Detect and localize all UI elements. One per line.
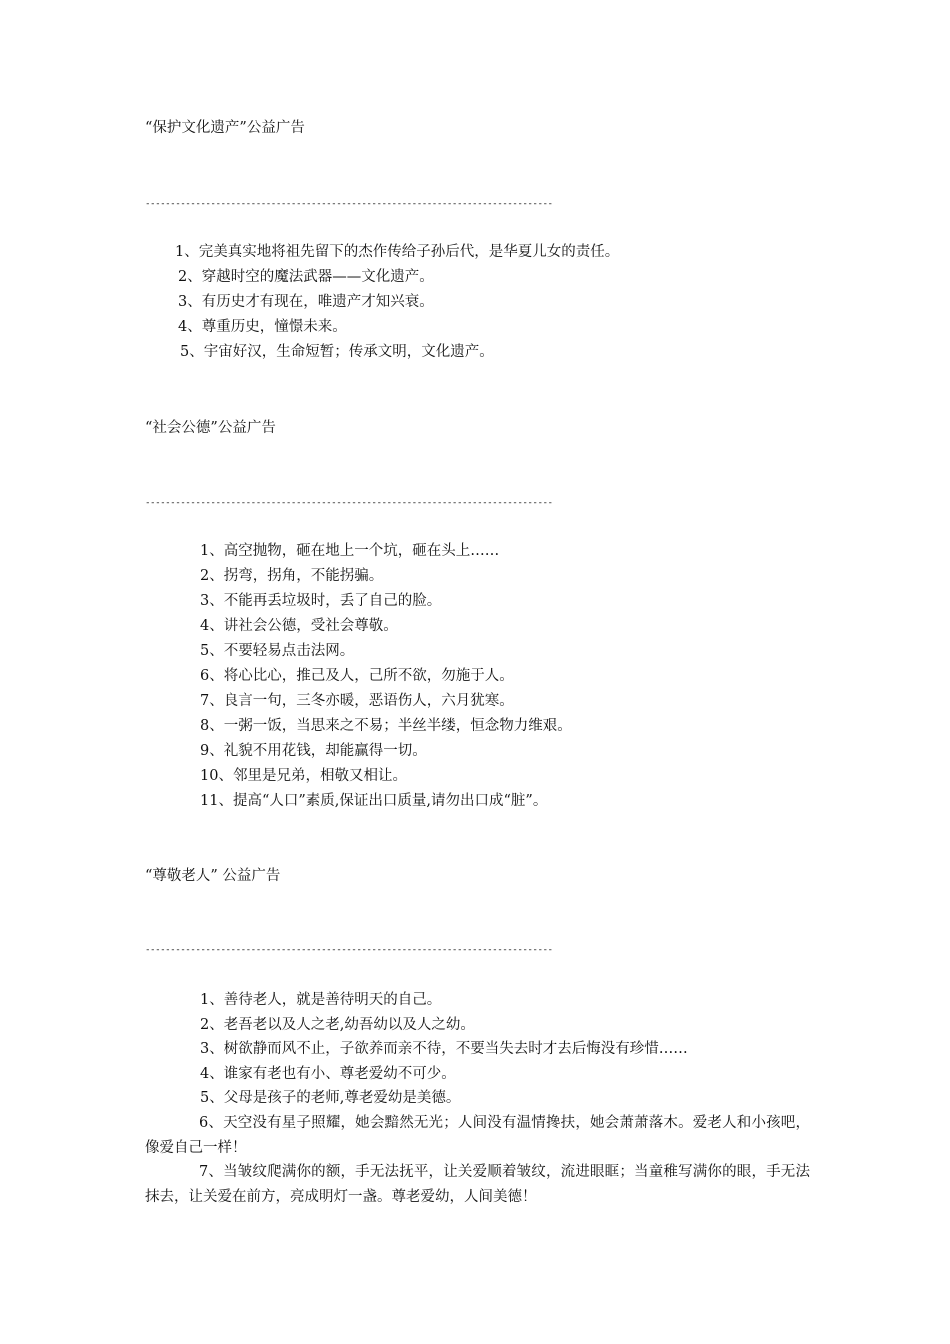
list-item: 3、树欲静而风不止，子欲养而亲不待，不要当失去时才去后悔没有珍惜…… bbox=[200, 1041, 688, 1057]
list-item: 2、穿越时空的魔法武器——文化遗产。 bbox=[178, 269, 434, 285]
list-item: 1、高空抛物，砸在地上一个坑，砸在头上…… bbox=[200, 543, 500, 559]
list-item: 5、父母是孩子的老师,尊老爱幼是美德。 bbox=[200, 1090, 461, 1106]
list-item: 5、不要轻易点击法网。 bbox=[200, 643, 355, 659]
list-item: 4、谁家有老也有小、尊老爱幼不可少。 bbox=[200, 1066, 456, 1082]
section-title-respect-elders: “尊敬老人” 公益广告 bbox=[145, 868, 281, 884]
list-item: 1、善待老人，就是善待明天的自己。 bbox=[200, 992, 442, 1008]
list-item: 9、礼貌不用花钱，却能赢得一切。 bbox=[200, 743, 427, 759]
list-item: 1、完美真实地将祖先留下的杰作传给子孙后代，是华夏儿女的责任。 bbox=[175, 244, 620, 260]
list-item: 11、提高“人口”素质,保证出口质量,请勿出口成“脏”。 bbox=[200, 793, 548, 809]
section-title-heritage: “保护文化遗产”公益广告 bbox=[145, 120, 305, 136]
paragraph-item: 6、天空没有星子照耀，她会黯然无光；人间没有温情搀扶，她会萧萧落木。爱老人和小孩吧，像爱自己一样！ bbox=[145, 1115, 810, 1156]
list-item: 3、有历史才有现在，唯遗产才知兴衰。 bbox=[178, 294, 434, 310]
section-title-public-morality: “社会公德”公益广告 bbox=[145, 420, 276, 436]
list-item: 10、邻里是兄弟，相敬又相让。 bbox=[200, 768, 407, 784]
section-divider: --------------------------------------------------------------------------------- bbox=[145, 944, 553, 955]
list-item: 7、良言一句，三冬亦暖，恶语伤人，六月犹寒。 bbox=[200, 693, 514, 709]
list-item: 4、讲社会公德，受社会尊敬。 bbox=[200, 618, 398, 634]
section-divider: --------------------------------------------------------------------------------- bbox=[145, 198, 553, 209]
paragraph-item: 7、当皱纹爬满你的额，手无法抚平，让关爱顺着皱纹，流进眼眶；当童稚写满你的眼，手无法抹去，让关爱在前方，亮成明灯一盏。尊老爱幼，人间美德！ bbox=[145, 1164, 810, 1205]
list-item: 8、一粥一饭，当思来之不易；半丝半缕，恒念物力维艰。 bbox=[200, 718, 572, 734]
section-divider: --------------------------------------------------------------------------------- bbox=[145, 497, 553, 508]
list-item: 2、老吾老以及人之老,幼吾幼以及人之幼。 bbox=[200, 1017, 475, 1033]
list-item: 6、将心比心，推己及人，己所不欲，勿施于人。 bbox=[200, 668, 514, 684]
list-item: 4、尊重历史，憧憬未来。 bbox=[178, 319, 347, 335]
list-item: 5、宇宙好汉，生命短暂；传承文明，文化遗产。 bbox=[180, 344, 494, 360]
list-item: 3、不能再丢垃圾时，丢了自己的脸。 bbox=[200, 593, 442, 609]
list-item: 2、拐弯，拐角，不能拐骗。 bbox=[200, 568, 384, 584]
